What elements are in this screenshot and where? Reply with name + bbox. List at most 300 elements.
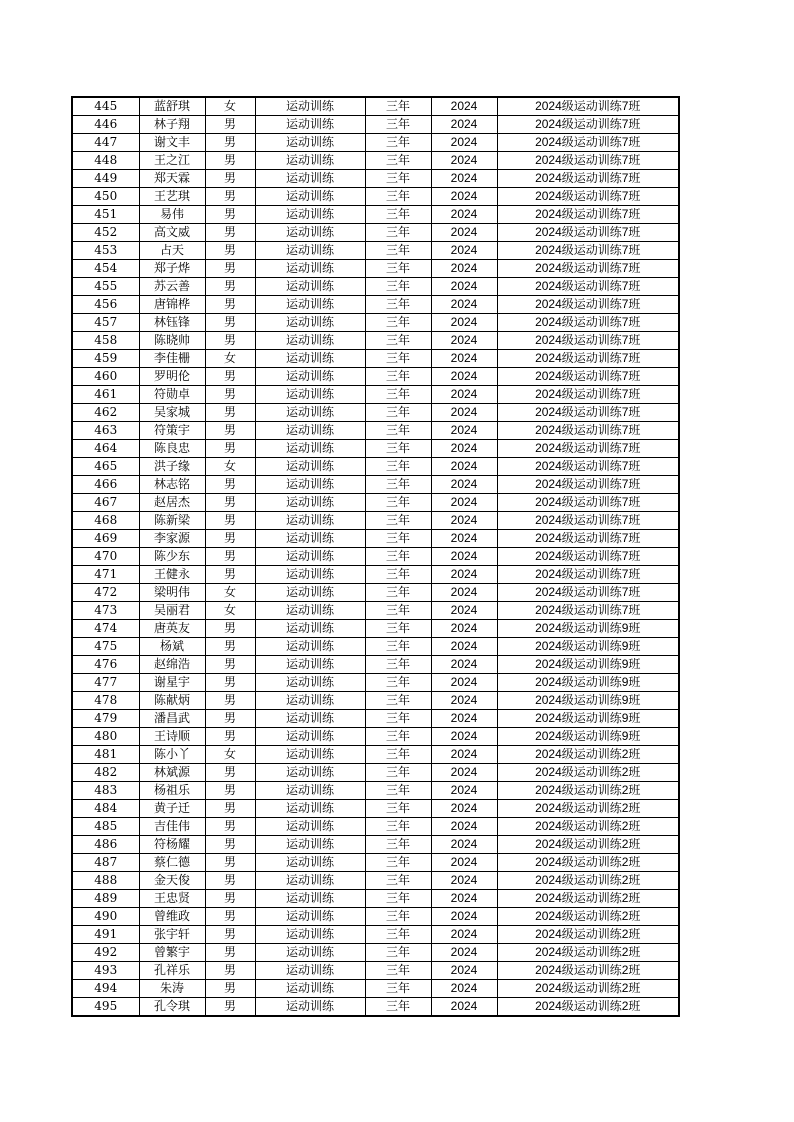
gender-cell: 女 [205, 97, 255, 116]
program-length-cell: 三年 [365, 746, 431, 764]
student-number-cell: 453 [72, 242, 139, 260]
program-length-cell: 三年 [365, 242, 431, 260]
student-name-cell: 陈新梁 [139, 512, 205, 530]
program-length-cell: 三年 [365, 440, 431, 458]
enrollment-year-cell: 2024 [431, 872, 497, 890]
enrollment-year-cell: 2024 [431, 800, 497, 818]
table-row [72, 512, 679, 530]
table-row [72, 224, 679, 242]
student-number-cell: 459 [72, 350, 139, 368]
class-name-cell: 2024级运动训练7班 [497, 152, 679, 170]
gender-cell: 男 [205, 494, 255, 512]
enrollment-year-cell: 2024 [431, 728, 497, 746]
student-name-cell: 蓝舒琪 [139, 97, 205, 116]
student-number-cell: 462 [72, 404, 139, 422]
class-name-cell: 2024级运动训练7班 [497, 566, 679, 584]
class-name-cell: 2024级运动训练7班 [497, 458, 679, 476]
class-name-cell: 2024级运动训练2班 [497, 764, 679, 782]
major-cell: 运动训练 [255, 548, 365, 566]
student-number-cell: 468 [72, 512, 139, 530]
student-name-cell: 曾维政 [139, 908, 205, 926]
student-name-cell: 符策宇 [139, 422, 205, 440]
gender-cell: 男 [205, 656, 255, 674]
class-name-cell: 2024级运动训练2班 [497, 746, 679, 764]
student-name-cell: 赵居杰 [139, 494, 205, 512]
enrollment-year-cell: 2024 [431, 512, 497, 530]
student-number-cell: 447 [72, 134, 139, 152]
roster-rows [72, 97, 679, 1016]
table-row [72, 854, 679, 872]
major-cell: 运动训练 [255, 368, 365, 386]
class-name-cell: 2024级运动训练7班 [497, 314, 679, 332]
table-row [72, 638, 679, 656]
program-length-cell: 三年 [365, 998, 431, 1017]
student-number-cell: 466 [72, 476, 139, 494]
program-length-cell: 三年 [365, 602, 431, 620]
table-row [72, 476, 679, 494]
enrollment-year-cell: 2024 [431, 980, 497, 998]
student-number-cell: 463 [72, 422, 139, 440]
program-length-cell: 三年 [365, 584, 431, 602]
enrollment-year-cell: 2024 [431, 422, 497, 440]
program-length-cell: 三年 [365, 620, 431, 638]
major-cell: 运动训练 [255, 350, 365, 368]
program-length-cell: 三年 [365, 656, 431, 674]
class-name-cell: 2024级运动训练9班 [497, 674, 679, 692]
student-number-cell: 483 [72, 782, 139, 800]
student-number-cell: 481 [72, 746, 139, 764]
class-name-cell: 2024级运动训练9班 [497, 728, 679, 746]
class-name-cell: 2024级运动训练2班 [497, 980, 679, 998]
gender-cell: 男 [205, 296, 255, 314]
gender-cell: 男 [205, 224, 255, 242]
table-row [72, 530, 679, 548]
class-name-cell: 2024级运动训练7班 [497, 530, 679, 548]
table-row [72, 260, 679, 278]
table-row [72, 998, 679, 1017]
student-name-cell: 蔡仁德 [139, 854, 205, 872]
gender-cell: 男 [205, 206, 255, 224]
program-length-cell: 三年 [365, 314, 431, 332]
class-name-cell: 2024级运动训练7班 [497, 224, 679, 242]
student-name-cell: 王诗顺 [139, 728, 205, 746]
gender-cell: 男 [205, 278, 255, 296]
student-number-cell: 460 [72, 368, 139, 386]
class-name-cell: 2024级运动训练7班 [497, 170, 679, 188]
table-row [72, 278, 679, 296]
major-cell: 运动训练 [255, 224, 365, 242]
major-cell: 运动训练 [255, 260, 365, 278]
table-row [72, 350, 679, 368]
major-cell: 运动训练 [255, 728, 365, 746]
gender-cell: 男 [205, 260, 255, 278]
class-name-cell: 2024级运动训练2班 [497, 908, 679, 926]
student-name-cell: 吴家城 [139, 404, 205, 422]
table-row [72, 674, 679, 692]
major-cell: 运动训练 [255, 620, 365, 638]
major-cell: 运动训练 [255, 746, 365, 764]
table-row [72, 692, 679, 710]
gender-cell: 男 [205, 188, 255, 206]
student-number-cell: 471 [72, 566, 139, 584]
major-cell: 运动训练 [255, 782, 365, 800]
program-length-cell: 三年 [365, 674, 431, 692]
program-length-cell: 三年 [365, 296, 431, 314]
enrollment-year-cell: 2024 [431, 134, 497, 152]
program-length-cell: 三年 [365, 188, 431, 206]
table-row [72, 890, 679, 908]
table-row [72, 494, 679, 512]
gender-cell: 男 [205, 116, 255, 134]
gender-cell: 男 [205, 440, 255, 458]
class-name-cell: 2024级运动训练9班 [497, 620, 679, 638]
student-name-cell: 林斌源 [139, 764, 205, 782]
program-length-cell: 三年 [365, 260, 431, 278]
major-cell: 运动训练 [255, 188, 365, 206]
major-cell: 运动训练 [255, 854, 365, 872]
gender-cell: 男 [205, 962, 255, 980]
class-name-cell: 2024级运动训练7班 [497, 476, 679, 494]
table-row [72, 764, 679, 782]
major-cell: 运动训练 [255, 692, 365, 710]
table-row [72, 710, 679, 728]
table-row [72, 836, 679, 854]
enrollment-year-cell: 2024 [431, 440, 497, 458]
table-row [72, 296, 679, 314]
major-cell: 运动训练 [255, 314, 365, 332]
enrollment-year-cell: 2024 [431, 296, 497, 314]
student-name-cell: 吴丽君 [139, 602, 205, 620]
class-name-cell: 2024级运动训练7班 [497, 188, 679, 206]
class-name-cell: 2024级运动训练7班 [497, 332, 679, 350]
major-cell: 运动训练 [255, 710, 365, 728]
gender-cell: 男 [205, 152, 255, 170]
enrollment-year-cell: 2024 [431, 332, 497, 350]
major-cell: 运动训练 [255, 656, 365, 674]
enrollment-year-cell: 2024 [431, 584, 497, 602]
program-length-cell: 三年 [365, 548, 431, 566]
program-length-cell: 三年 [365, 404, 431, 422]
student-name-cell: 陈晓帅 [139, 332, 205, 350]
student-number-cell: 457 [72, 314, 139, 332]
gender-cell: 男 [205, 620, 255, 638]
student-number-cell: 476 [72, 656, 139, 674]
program-length-cell: 三年 [365, 350, 431, 368]
student-name-cell: 王忠贤 [139, 890, 205, 908]
class-name-cell: 2024级运动训练7班 [497, 494, 679, 512]
student-number-cell: 480 [72, 728, 139, 746]
table-row [72, 188, 679, 206]
gender-cell: 女 [205, 602, 255, 620]
student-name-cell: 苏云善 [139, 278, 205, 296]
enrollment-year-cell: 2024 [431, 170, 497, 188]
student-name-cell: 郑子烨 [139, 260, 205, 278]
class-name-cell: 2024级运动训练7班 [497, 350, 679, 368]
class-name-cell: 2024级运动训练7班 [497, 386, 679, 404]
gender-cell: 男 [205, 764, 255, 782]
major-cell: 运动训练 [255, 980, 365, 998]
class-name-cell: 2024级运动训练7班 [497, 242, 679, 260]
table-row [72, 97, 679, 116]
student-number-cell: 446 [72, 116, 139, 134]
program-length-cell: 三年 [365, 386, 431, 404]
student-number-cell: 456 [72, 296, 139, 314]
major-cell: 运动训练 [255, 584, 365, 602]
major-cell: 运动训练 [255, 458, 365, 476]
table-row [72, 908, 679, 926]
gender-cell: 男 [205, 134, 255, 152]
student-number-cell: 449 [72, 170, 139, 188]
gender-cell: 女 [205, 584, 255, 602]
student-name-cell: 陈献炳 [139, 692, 205, 710]
enrollment-year-cell: 2024 [431, 998, 497, 1017]
enrollment-year-cell: 2024 [431, 206, 497, 224]
class-name-cell: 2024级运动训练7班 [497, 512, 679, 530]
gender-cell: 男 [205, 854, 255, 872]
enrollment-year-cell: 2024 [431, 404, 497, 422]
enrollment-year-cell: 2024 [431, 566, 497, 584]
student-name-cell: 林钰锋 [139, 314, 205, 332]
student-number-cell: 477 [72, 674, 139, 692]
student-number-cell: 487 [72, 854, 139, 872]
student-number-cell: 493 [72, 962, 139, 980]
enrollment-year-cell: 2024 [431, 656, 497, 674]
program-length-cell: 三年 [365, 854, 431, 872]
gender-cell: 男 [205, 314, 255, 332]
student-number-cell: 489 [72, 890, 139, 908]
gender-cell: 男 [205, 890, 255, 908]
program-length-cell: 三年 [365, 800, 431, 818]
class-name-cell: 2024级运动训练7班 [497, 404, 679, 422]
program-length-cell: 三年 [365, 134, 431, 152]
major-cell: 运动训练 [255, 386, 365, 404]
class-name-cell: 2024级运动训练2班 [497, 854, 679, 872]
table-row [72, 422, 679, 440]
table-row [72, 728, 679, 746]
student-number-cell: 491 [72, 926, 139, 944]
class-name-cell: 2024级运动训练7班 [497, 422, 679, 440]
class-name-cell: 2024级运动训练2班 [497, 998, 679, 1017]
enrollment-year-cell: 2024 [431, 674, 497, 692]
student-number-cell: 458 [72, 332, 139, 350]
enrollment-year-cell: 2024 [431, 314, 497, 332]
enrollment-year-cell: 2024 [431, 548, 497, 566]
program-length-cell: 三年 [365, 692, 431, 710]
student-number-cell: 485 [72, 818, 139, 836]
student-number-cell: 454 [72, 260, 139, 278]
gender-cell: 男 [205, 872, 255, 890]
class-name-cell: 2024级运动训练2班 [497, 800, 679, 818]
student-roster-table [71, 96, 680, 1017]
gender-cell: 男 [205, 836, 255, 854]
program-length-cell: 三年 [365, 728, 431, 746]
program-length-cell: 三年 [365, 872, 431, 890]
program-length-cell: 三年 [365, 980, 431, 998]
class-name-cell: 2024级运动训练7班 [497, 368, 679, 386]
enrollment-year-cell: 2024 [431, 854, 497, 872]
student-number-cell: 475 [72, 638, 139, 656]
major-cell: 运动训练 [255, 116, 365, 134]
student-name-cell: 杨祖乐 [139, 782, 205, 800]
enrollment-year-cell: 2024 [431, 602, 497, 620]
student-name-cell: 陈少东 [139, 548, 205, 566]
major-cell: 运动训练 [255, 530, 365, 548]
class-name-cell: 2024级运动训练7班 [497, 260, 679, 278]
major-cell: 运动训练 [255, 998, 365, 1017]
major-cell: 运动训练 [255, 404, 365, 422]
table-row [72, 602, 679, 620]
student-number-cell: 464 [72, 440, 139, 458]
program-length-cell: 三年 [365, 962, 431, 980]
student-number-cell: 474 [72, 620, 139, 638]
program-length-cell: 三年 [365, 206, 431, 224]
student-number-cell: 470 [72, 548, 139, 566]
student-number-cell: 452 [72, 224, 139, 242]
gender-cell: 男 [205, 530, 255, 548]
major-cell: 运动训练 [255, 566, 365, 584]
gender-cell: 男 [205, 638, 255, 656]
student-number-cell: 490 [72, 908, 139, 926]
table-row [72, 782, 679, 800]
major-cell: 运动训练 [255, 800, 365, 818]
student-name-cell: 陈小丫 [139, 746, 205, 764]
major-cell: 运动训练 [255, 206, 365, 224]
student-name-cell: 曾繁宇 [139, 944, 205, 962]
program-length-cell: 三年 [365, 422, 431, 440]
class-name-cell: 2024级运动训练7班 [497, 278, 679, 296]
gender-cell: 男 [205, 980, 255, 998]
major-cell: 运动训练 [255, 872, 365, 890]
student-number-cell: 494 [72, 980, 139, 998]
table-row [72, 746, 679, 764]
student-number-cell: 451 [72, 206, 139, 224]
table-row [72, 206, 679, 224]
enrollment-year-cell: 2024 [431, 530, 497, 548]
enrollment-year-cell: 2024 [431, 746, 497, 764]
class-name-cell: 2024级运动训练7班 [497, 440, 679, 458]
student-number-cell: 473 [72, 602, 139, 620]
gender-cell: 男 [205, 782, 255, 800]
gender-cell: 男 [205, 998, 255, 1017]
class-name-cell: 2024级运动训练2班 [497, 890, 679, 908]
student-number-cell: 479 [72, 710, 139, 728]
student-name-cell: 高文威 [139, 224, 205, 242]
student-number-cell: 486 [72, 836, 139, 854]
program-length-cell: 三年 [365, 476, 431, 494]
gender-cell: 男 [205, 242, 255, 260]
enrollment-year-cell: 2024 [431, 836, 497, 854]
program-length-cell: 三年 [365, 170, 431, 188]
table-row [72, 872, 679, 890]
program-length-cell: 三年 [365, 710, 431, 728]
student-number-cell: 482 [72, 764, 139, 782]
table-row [72, 944, 679, 962]
enrollment-year-cell: 2024 [431, 710, 497, 728]
class-name-cell: 2024级运动训练7班 [497, 206, 679, 224]
major-cell: 运动训练 [255, 422, 365, 440]
class-name-cell: 2024级运动训练7班 [497, 97, 679, 116]
student-name-cell: 朱涛 [139, 980, 205, 998]
student-name-cell: 唐英友 [139, 620, 205, 638]
enrollment-year-cell: 2024 [431, 782, 497, 800]
table-row [72, 386, 679, 404]
student-name-cell: 金天俊 [139, 872, 205, 890]
program-length-cell: 三年 [365, 638, 431, 656]
student-number-cell: 488 [72, 872, 139, 890]
class-name-cell: 2024级运动训练2班 [497, 836, 679, 854]
program-length-cell: 三年 [365, 368, 431, 386]
program-length-cell: 三年 [365, 782, 431, 800]
major-cell: 运动训练 [255, 638, 365, 656]
gender-cell: 男 [205, 566, 255, 584]
gender-cell: 男 [205, 818, 255, 836]
enrollment-year-cell: 2024 [431, 692, 497, 710]
student-number-cell: 455 [72, 278, 139, 296]
enrollment-year-cell: 2024 [431, 116, 497, 134]
table-row [72, 170, 679, 188]
class-name-cell: 2024级运动训练7班 [497, 584, 679, 602]
student-name-cell: 符杨耀 [139, 836, 205, 854]
student-name-cell: 林志铭 [139, 476, 205, 494]
enrollment-year-cell: 2024 [431, 962, 497, 980]
enrollment-year-cell: 2024 [431, 224, 497, 242]
major-cell: 运动训练 [255, 296, 365, 314]
table-row [72, 458, 679, 476]
major-cell: 运动训练 [255, 97, 365, 116]
student-number-cell: 448 [72, 152, 139, 170]
gender-cell: 男 [205, 170, 255, 188]
program-length-cell: 三年 [365, 116, 431, 134]
student-name-cell: 陈良忠 [139, 440, 205, 458]
major-cell: 运动训练 [255, 512, 365, 530]
student-name-cell: 潘昌武 [139, 710, 205, 728]
enrollment-year-cell: 2024 [431, 152, 497, 170]
gender-cell: 男 [205, 368, 255, 386]
gender-cell: 女 [205, 350, 255, 368]
table-row [72, 962, 679, 980]
class-name-cell: 2024级运动训练7班 [497, 134, 679, 152]
enrollment-year-cell: 2024 [431, 476, 497, 494]
table-row [72, 404, 679, 422]
student-name-cell: 唐锦桦 [139, 296, 205, 314]
program-length-cell: 三年 [365, 890, 431, 908]
table-row [72, 656, 679, 674]
major-cell: 运动训练 [255, 332, 365, 350]
student-name-cell: 王健永 [139, 566, 205, 584]
enrollment-year-cell: 2024 [431, 620, 497, 638]
student-number-cell: 495 [72, 998, 139, 1017]
gender-cell: 男 [205, 800, 255, 818]
major-cell: 运动训练 [255, 836, 365, 854]
major-cell: 运动训练 [255, 170, 365, 188]
table-row [72, 620, 679, 638]
program-length-cell: 三年 [365, 152, 431, 170]
class-name-cell: 2024级运动训练7班 [497, 602, 679, 620]
class-name-cell: 2024级运动训练2班 [497, 782, 679, 800]
program-length-cell: 三年 [365, 926, 431, 944]
student-number-cell: 461 [72, 386, 139, 404]
major-cell: 运动训练 [255, 908, 365, 926]
program-length-cell: 三年 [365, 278, 431, 296]
enrollment-year-cell: 2024 [431, 278, 497, 296]
table-row [72, 980, 679, 998]
major-cell: 运动训练 [255, 278, 365, 296]
table-row [72, 926, 679, 944]
major-cell: 运动训练 [255, 674, 365, 692]
student-number-cell: 484 [72, 800, 139, 818]
gender-cell: 男 [205, 476, 255, 494]
class-name-cell: 2024级运动训练2班 [497, 818, 679, 836]
